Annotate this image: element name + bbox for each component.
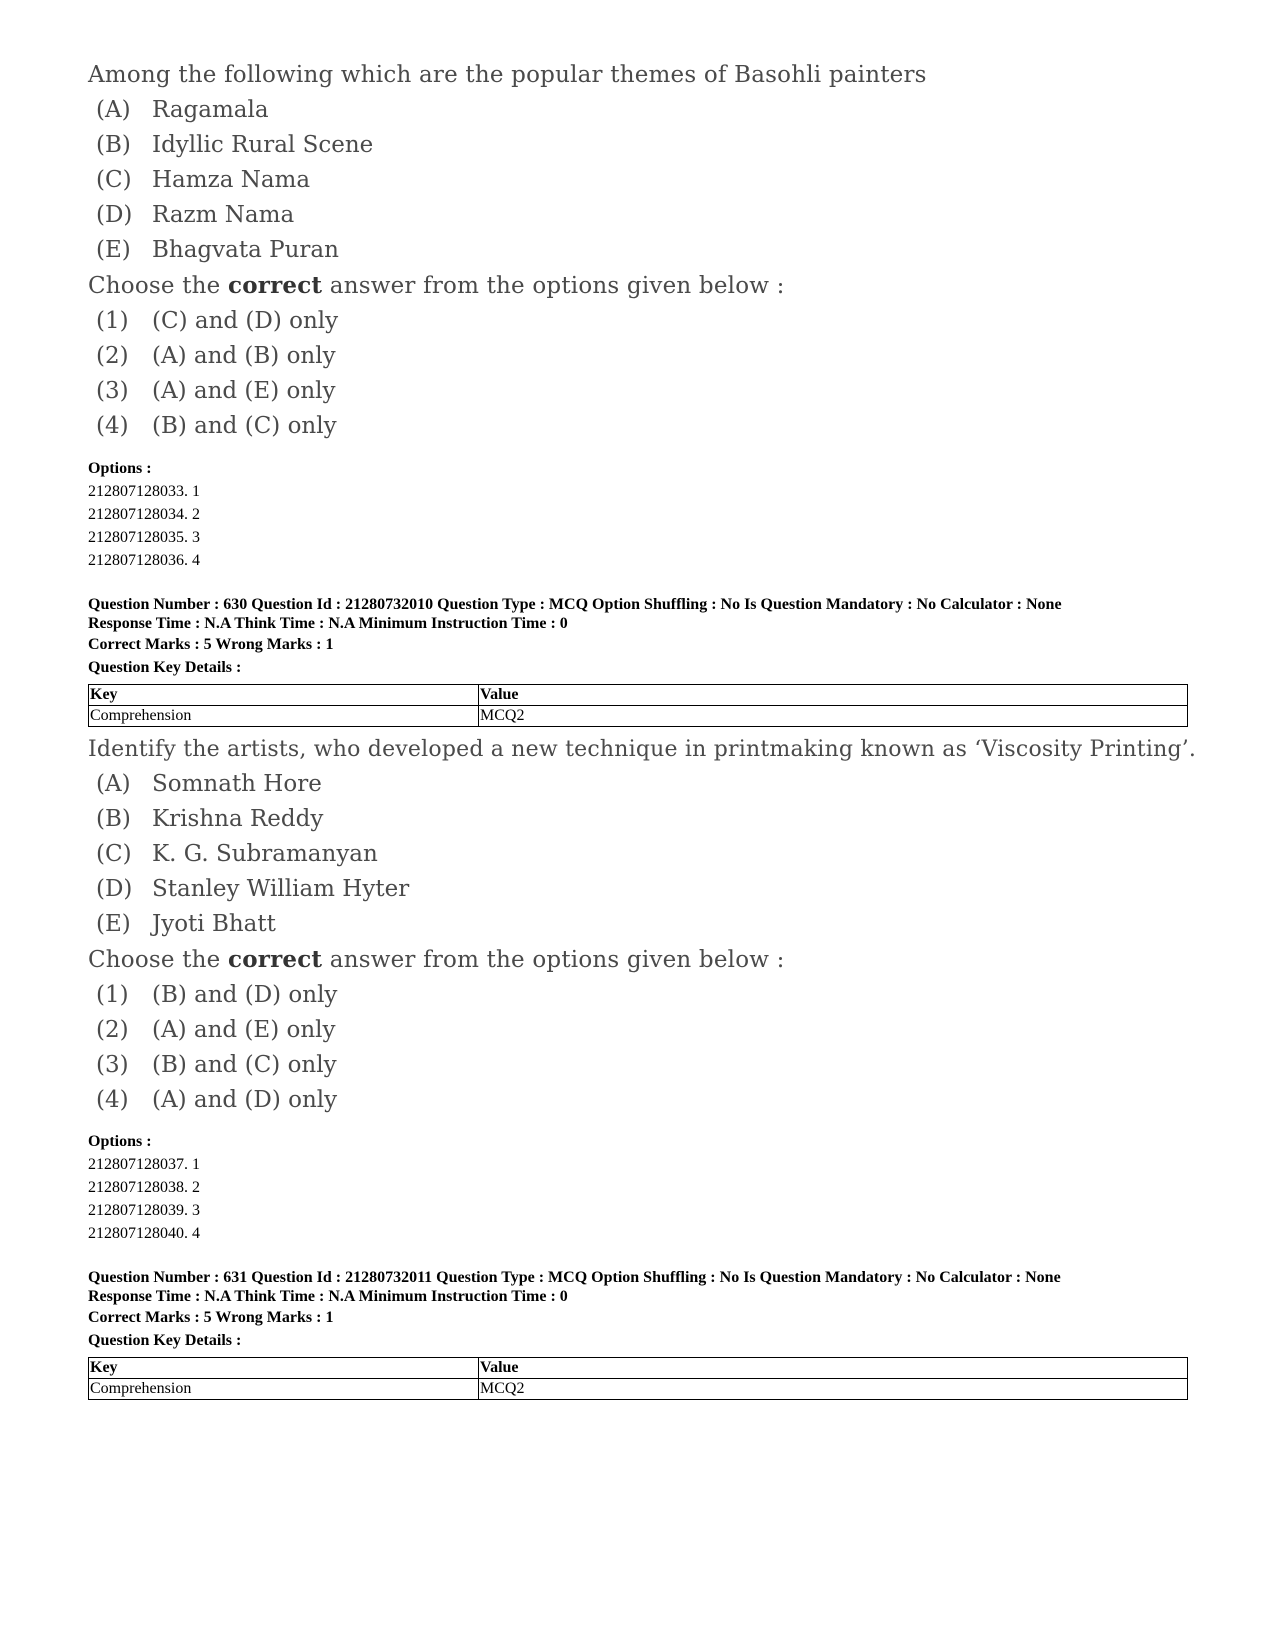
choose-instruction: Choose the correct answer from the options given below : xyxy=(88,946,785,973)
table-header-row xyxy=(89,685,1188,706)
option-id: 212807128034. 2 xyxy=(88,506,200,523)
option-id: 212807128033. 1 xyxy=(88,483,200,500)
question-meta-line2: Response Time : N.A Think Time : N.A Minimum Instruction Time : 0 xyxy=(88,615,568,632)
key-details-heading: Question Key Details : xyxy=(88,659,242,676)
key-value-table-631 xyxy=(88,1357,1188,1400)
key-value-table-630 xyxy=(88,684,1188,727)
marks-line: Correct Marks : 5 Wrong Marks : 1 xyxy=(88,636,334,653)
table-header-cell: Value xyxy=(479,1358,1188,1379)
answer-text: (B) and (C) only xyxy=(152,1052,337,1078)
table-header-cell: Value xyxy=(479,685,1188,706)
item-text: Somnath Hore xyxy=(152,771,322,797)
answer-label: (2) xyxy=(96,343,129,369)
list-item xyxy=(88,907,1196,942)
question-meta-line2: Response Time : N.A Think Time : N.A Minimum Instruction Time : 0 xyxy=(88,1288,568,1305)
table-cell: MCQ2 xyxy=(479,706,1188,727)
option-id: 212807128035. 3 xyxy=(88,529,200,546)
table-row xyxy=(89,706,1188,727)
question-631-header xyxy=(88,1268,1061,1352)
option-id: 212807128037. 1 xyxy=(88,1156,200,1173)
item-text: Ragamala xyxy=(152,97,269,123)
question-630-image xyxy=(88,732,1196,1118)
answer-choice xyxy=(88,339,927,374)
table-cell: MCQ2 xyxy=(479,1379,1188,1400)
item-label: (A) xyxy=(96,771,131,797)
list-item xyxy=(88,233,927,268)
list-item xyxy=(88,767,1196,802)
table-cell: Comprehension xyxy=(89,1379,479,1400)
question-meta-line1: Question Number : 631 Question Id : 21280732011 Question Type : MCQ Option Shuffling : No Is Question Mandatory : No Calculator : None xyxy=(88,1269,1061,1286)
answer-text: (B) and (C) only xyxy=(152,413,337,439)
options-heading: Options : xyxy=(88,1133,152,1150)
list-item xyxy=(88,163,927,198)
list-item xyxy=(88,837,1196,872)
item-label: (D) xyxy=(96,876,133,902)
answer-choice xyxy=(88,978,1196,1013)
item-label: (E) xyxy=(96,911,131,937)
option-id: 212807128036. 4 xyxy=(88,552,200,569)
item-text: Idyllic Rural Scene xyxy=(152,132,374,158)
answer-label: (2) xyxy=(96,1017,129,1043)
option-id: 212807128038. 2 xyxy=(88,1179,200,1196)
answer-choice xyxy=(88,1083,1196,1118)
answer-choice xyxy=(88,1013,1196,1048)
answer-label: (1) xyxy=(96,308,129,334)
answer-text: (A) and (B) only xyxy=(152,343,336,369)
question-stem: Among the following which are the popular themes of Basohli painters xyxy=(88,62,927,88)
list-item xyxy=(88,872,1196,907)
key-details-heading: Question Key Details : xyxy=(88,1332,242,1349)
answer-label: (4) xyxy=(96,413,129,439)
question-stem: Identify the artists, who developed a new technique in printmaking known as ‘Viscosity Printing’. xyxy=(88,737,1197,762)
answer-choice xyxy=(88,304,927,339)
item-text: Razm Nama xyxy=(152,202,295,228)
question-630-header xyxy=(88,595,1062,679)
answer-label: (4) xyxy=(96,1087,129,1113)
options-block-630 xyxy=(88,1130,200,1245)
item-label: (C) xyxy=(96,167,132,193)
marks-line: Correct Marks : 5 Wrong Marks : 1 xyxy=(88,1309,334,1326)
item-label: (B) xyxy=(96,806,131,832)
item-text: Jyoti Bhatt xyxy=(152,911,276,937)
question-meta-line1: Question Number : 630 Question Id : 21280732010 Question Type : MCQ Option Shuffling : No Is Question Mandatory : No Calculator : None xyxy=(88,596,1062,613)
item-text: Stanley William Hyter xyxy=(152,876,410,902)
item-label: (C) xyxy=(96,841,132,867)
answer-choice xyxy=(88,1048,1196,1083)
item-text: Bhagvata Puran xyxy=(152,237,339,263)
list-item xyxy=(88,93,927,128)
answer-label: (3) xyxy=(96,1052,129,1078)
table-header-row xyxy=(89,1358,1188,1379)
item-label: (E) xyxy=(96,237,131,263)
table-cell: Comprehension xyxy=(89,706,479,727)
choose-instruction: Choose the correct answer from the options given below : xyxy=(88,272,785,299)
options-block-629 xyxy=(88,457,200,572)
item-text: Hamza Nama xyxy=(152,167,311,193)
list-item xyxy=(88,802,1196,837)
list-item xyxy=(88,198,927,233)
answer-label: (1) xyxy=(96,982,129,1008)
option-id: 212807128040. 4 xyxy=(88,1225,200,1242)
item-label: (B) xyxy=(96,132,131,158)
table-row xyxy=(89,1379,1188,1400)
options-heading: Options : xyxy=(88,460,152,477)
table-header-cell: Key xyxy=(89,1358,479,1379)
answer-label: (3) xyxy=(96,378,129,404)
answer-choice xyxy=(88,374,927,409)
answer-choice xyxy=(88,409,927,444)
option-id: 212807128039. 3 xyxy=(88,1202,200,1219)
answer-text: (B) and (D) only xyxy=(152,982,338,1008)
table-header-cell: Key xyxy=(89,685,479,706)
answer-text: (A) and (D) only xyxy=(152,1087,338,1113)
answer-text: (A) and (E) only xyxy=(152,1017,336,1043)
item-text: K. G. Subramanyan xyxy=(152,841,378,867)
answer-text: (C) and (D) only xyxy=(152,308,339,334)
list-item xyxy=(88,128,927,163)
item-label: (A) xyxy=(96,97,131,123)
item-text: Krishna Reddy xyxy=(152,806,324,832)
item-label: (D) xyxy=(96,202,133,228)
answer-text: (A) and (E) only xyxy=(152,378,336,404)
question-629-image xyxy=(88,58,927,444)
